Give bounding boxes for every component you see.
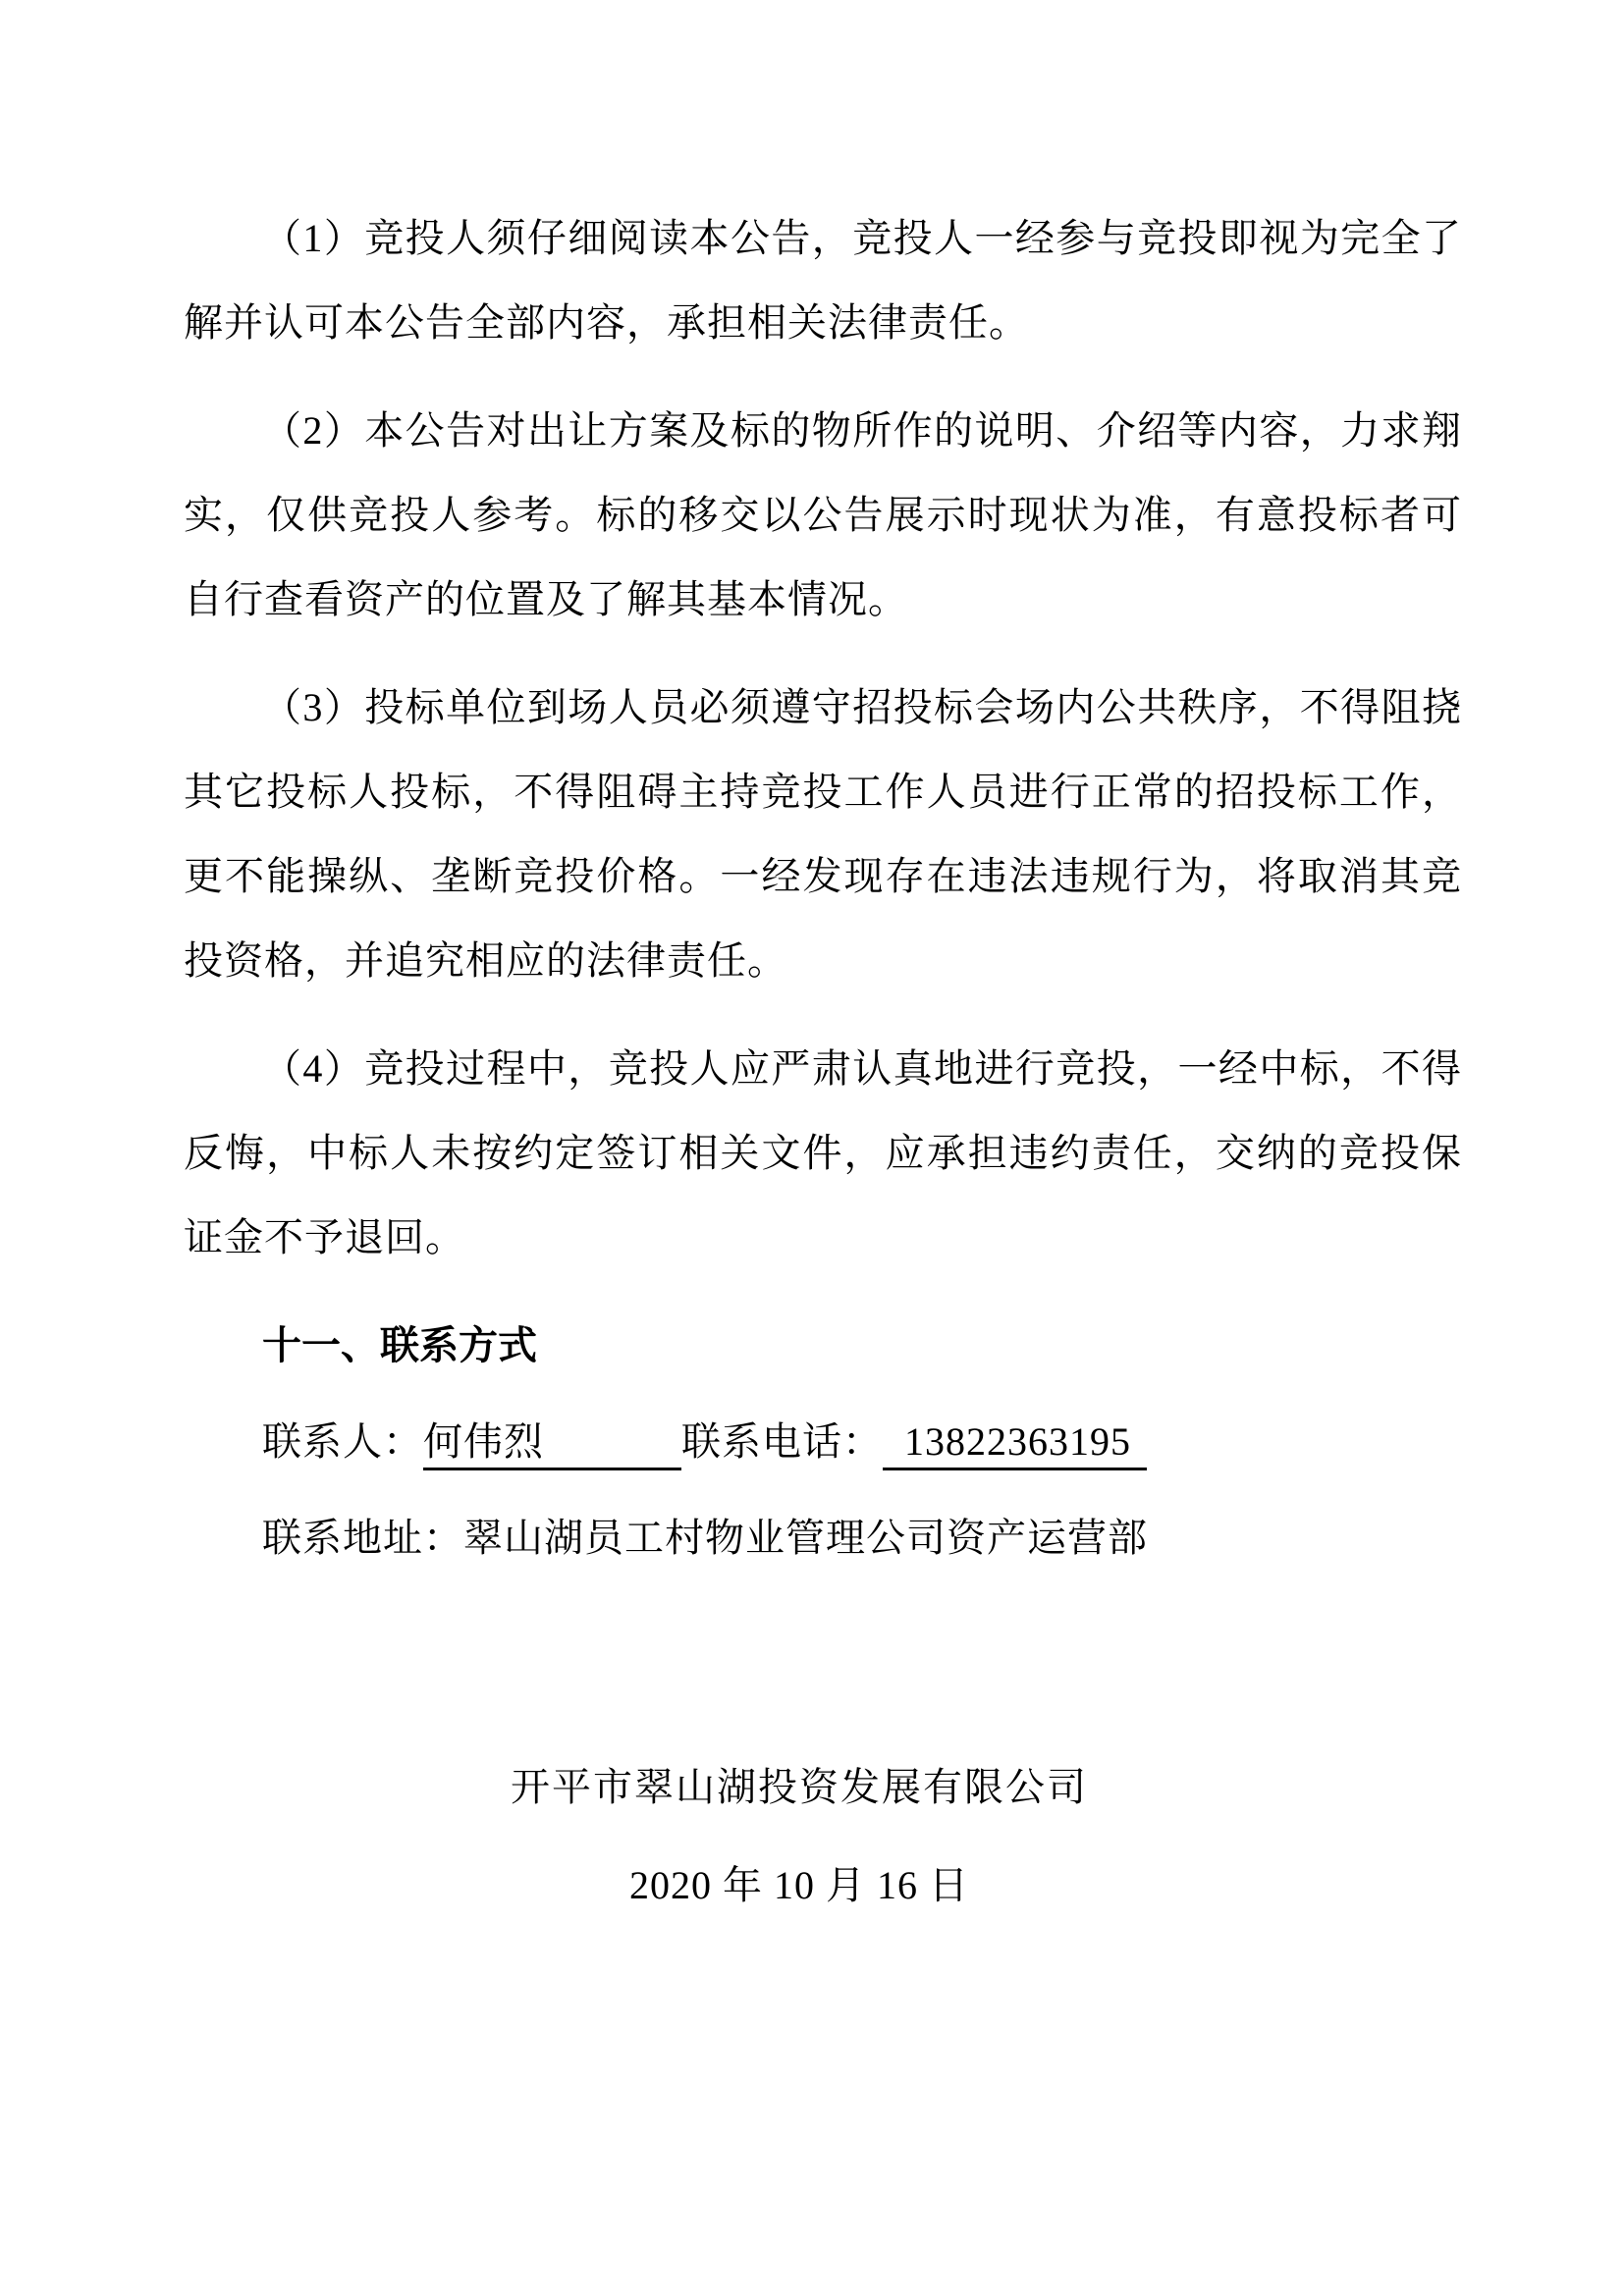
paragraph-4: （4）竞投过程中，竞投人应严肃认真地进行竞投，一经中标，不得反悔，中标人未按约定签订相关文件，应承担违约责任，交纳的竞投保证金不予退回。 bbox=[184, 1046, 1462, 1259]
contact-person-label: 联系人： bbox=[262, 1419, 423, 1464]
signature-date: 2020 年 10 月 16 日 bbox=[629, 1863, 969, 1907]
contact-person-value: 何伟烈 bbox=[423, 1419, 681, 1470]
signature-block bbox=[160, 1745, 1438, 1928]
contact-phone-value: 13822363195 bbox=[883, 1419, 1147, 1470]
contact-address-line bbox=[184, 1496, 1462, 1580]
contact-person-line bbox=[184, 1400, 1462, 1484]
paragraph-1: （1）竞投人须仔细阅读本公告，竞投人一经参与竞投即视为完全了解并认可本公告全部内容，承担相关法律责任。 bbox=[184, 216, 1462, 345]
paragraph-3: （3）投标单位到场人员必须遵守招投标会场内公共秩序，不得阻挠其它投标人投标，不得阻碍主持竞投工作人员进行正常的招投标工作，更不能操纵、垄断竞投价格。一经发现存在违法违规行为，将取消其竞投资格，并追究相应的法律责任。 bbox=[184, 685, 1462, 983]
contact-phone-label: 联系电话： bbox=[681, 1419, 883, 1464]
contact-address-value: 翠山湖员工村物业管理公司资产运营部 bbox=[463, 1516, 1148, 1560]
signature-company: 开平市翠山湖投资发展有限公司 bbox=[511, 1765, 1088, 1809]
paragraph-2: （2）本公告对出让方案及标的物所作的说明、介绍等内容，力求翔实，仅供竞投人参考。标的移交以公告展示时现状为准，有意投标者可自行查看资产的位置及了解其基本情况。 bbox=[184, 408, 1462, 621]
document-body bbox=[184, 0, 1462, 1928]
contact-address-label: 联系地址： bbox=[262, 1516, 463, 1560]
section-heading: 十一、联系方式 bbox=[262, 1324, 537, 1367]
